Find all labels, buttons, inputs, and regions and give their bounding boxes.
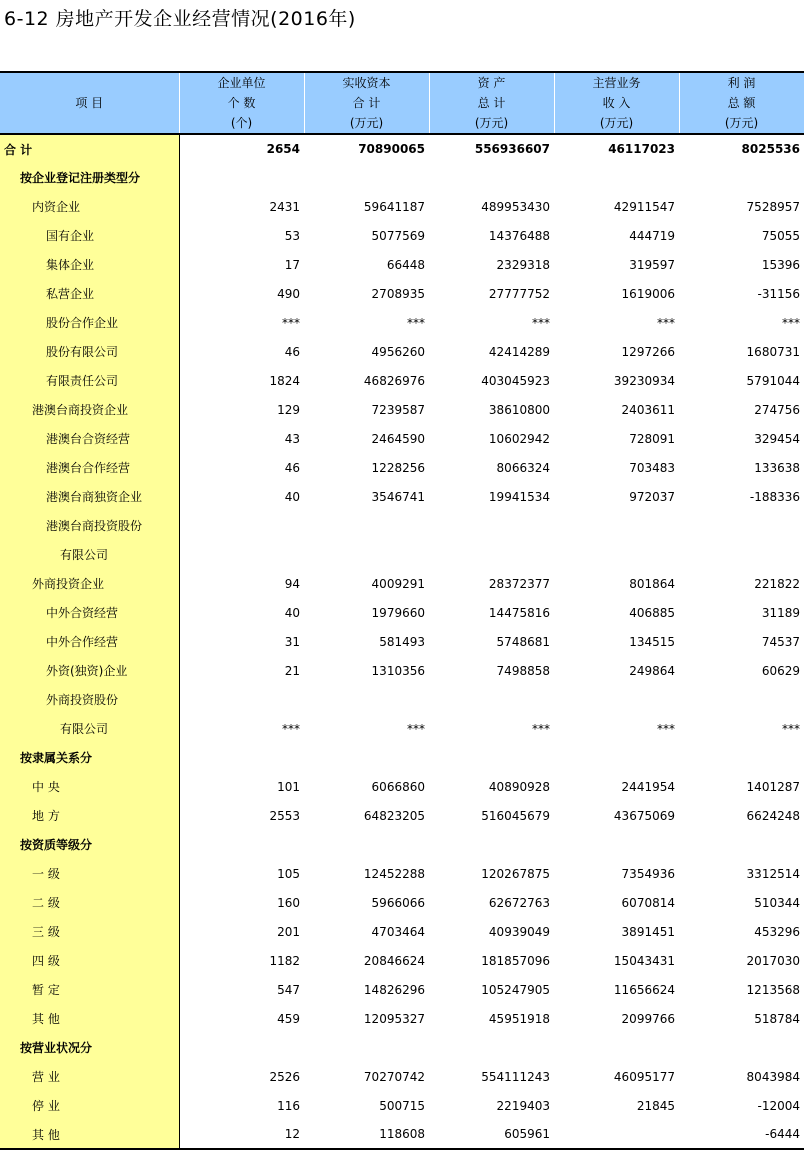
header-units-line2: 个 数: [227, 96, 256, 110]
row-label: 股份合作企业: [0, 308, 179, 337]
header-profit-line2: 总 额: [727, 96, 756, 110]
cell-units: 31: [284, 634, 300, 649]
cell-revenue: 703483: [629, 460, 675, 475]
cell-units: 94: [284, 576, 300, 591]
cell-units: 129: [277, 402, 300, 417]
table-row: [0, 830, 804, 859]
cell-units: 2431: [269, 199, 300, 214]
row-label: 二 级: [0, 888, 179, 917]
row-label: 三 级: [0, 917, 179, 946]
table-row: [0, 482, 804, 511]
cell-assets: [429, 1033, 554, 1062]
cell-capital: [304, 685, 429, 714]
cell-capital: [304, 743, 429, 772]
cell-assets: 2329318: [496, 257, 550, 272]
header-revenue-line1: 主营业务: [592, 76, 641, 90]
cell-profit: -31156: [757, 286, 800, 301]
cell-units: 1182: [269, 953, 300, 968]
cell-assets: 14475816: [488, 605, 550, 620]
row-label: 有限公司: [0, 714, 179, 743]
table-row: [0, 366, 804, 395]
cell-units: 21: [284, 663, 300, 678]
cell-assets: 45951918: [488, 1011, 550, 1026]
cell-profit: [679, 685, 804, 714]
cell-revenue: 2099766: [621, 1011, 675, 1026]
row-label: 港澳台商投资股份: [0, 511, 179, 540]
cell-assets: 605961: [429, 1120, 554, 1149]
cell-profit: 274756: [754, 402, 800, 417]
cell-assets: [429, 743, 554, 772]
cell-profit: -6444: [679, 1120, 804, 1149]
header-assets: [429, 72, 554, 134]
row-label: 有限公司: [0, 540, 179, 569]
cell-profit: 1401287: [746, 779, 800, 794]
cell-profit: 518784: [754, 1011, 800, 1026]
cell-revenue: 972037: [629, 489, 675, 504]
cell-capital: 12452288: [363, 866, 425, 881]
row-label: 地 方: [0, 801, 179, 830]
cell-capital: 118608: [304, 1120, 429, 1149]
header-profit-unit: (万元): [724, 116, 759, 130]
cell-assets: [429, 511, 554, 540]
table-row: [0, 1062, 804, 1091]
cell-capital: [304, 830, 429, 859]
cell-profit: 74537: [761, 634, 800, 649]
cell-assets: ***: [532, 315, 550, 330]
cell-capital: ***: [407, 721, 425, 736]
cell-assets: 8066324: [496, 460, 550, 475]
cell-units: 201: [277, 924, 300, 939]
row-label: 其 他: [0, 1004, 179, 1033]
table-body: [0, 134, 804, 1149]
cell-capital: 64823205: [363, 808, 425, 823]
cell-assets: 554111243: [481, 1069, 550, 1084]
row-label: 四 级: [0, 946, 179, 975]
table-row: [0, 772, 804, 801]
row-label: 有限责任公司: [0, 366, 179, 395]
cell-capital: 581493: [379, 634, 425, 649]
cell-capital: [304, 163, 429, 192]
header-profit: [679, 72, 804, 134]
row-label: 国有企业: [0, 221, 179, 250]
row-label: 按营业状况分: [0, 1033, 179, 1062]
cell-units: 459: [277, 1011, 300, 1026]
table-row: [0, 656, 804, 685]
cell-capital: 2464590: [371, 431, 425, 446]
table-header: [0, 72, 804, 134]
table-row: [0, 192, 804, 221]
cell-units: 46: [284, 460, 300, 475]
cell-revenue: 46095177: [613, 1069, 675, 1084]
cell-revenue: [554, 830, 679, 859]
cell-assets: 62672763: [488, 895, 550, 910]
cell-units: 547: [277, 982, 300, 997]
cell-profit: [679, 540, 804, 569]
cell-units: [179, 540, 304, 569]
cell-units: 40: [284, 605, 300, 620]
header-profit-line1: 利 润: [727, 76, 756, 90]
cell-units: 17: [284, 257, 300, 272]
cell-profit: 510344: [754, 895, 800, 910]
cell-units: ***: [282, 721, 300, 736]
table-row: [0, 888, 804, 917]
table-row: [0, 743, 804, 772]
cell-units: 160: [277, 895, 300, 910]
cell-revenue: 2403611: [621, 402, 675, 417]
cell-assets: 38610800: [488, 402, 550, 417]
cell-capital: 66448: [386, 257, 425, 272]
cell-profit: 329454: [754, 431, 800, 446]
row-label: 停 业: [0, 1091, 179, 1120]
header-capital-line2: 合 计: [352, 96, 381, 110]
cell-revenue: 728091: [629, 431, 675, 446]
cell-assets: 403045923: [481, 373, 550, 388]
cell-capital: 4703464: [371, 924, 425, 939]
cell-units: 40: [284, 489, 300, 504]
cell-revenue: 801864: [629, 576, 675, 591]
cell-revenue: 406885: [629, 605, 675, 620]
cell-revenue: 1619006: [621, 286, 675, 301]
cell-assets: 120267875: [481, 866, 550, 881]
cell-assets: 5748681: [496, 634, 550, 649]
cell-profit: 1680731: [746, 344, 800, 359]
row-label: 内资企业: [0, 192, 179, 221]
cell-profit: 8043984: [746, 1069, 800, 1084]
cell-units: [179, 830, 304, 859]
cell-capital: 70890065: [358, 142, 425, 156]
cell-revenue: 42911547: [613, 199, 675, 214]
cell-revenue: 7354936: [621, 866, 675, 881]
cell-capital: 59641187: [363, 199, 425, 214]
cell-revenue: [554, 1120, 679, 1149]
row-label: 中 央: [0, 772, 179, 801]
cell-revenue: ***: [657, 315, 675, 330]
table-row: [0, 859, 804, 888]
cell-profit: [679, 163, 804, 192]
cell-units: 2526: [269, 1069, 300, 1084]
cell-profit: 1213568: [746, 982, 800, 997]
data-table: [0, 71, 804, 1150]
cell-revenue: 2441954: [621, 779, 675, 794]
table-row: [0, 975, 804, 1004]
cell-profit: 31189: [761, 605, 800, 620]
cell-units: 116: [277, 1098, 300, 1113]
row-label: 外商投资企业: [0, 569, 179, 598]
table-row: [0, 1033, 804, 1062]
cell-profit: -12004: [757, 1098, 800, 1113]
cell-assets: [429, 685, 554, 714]
header-revenue: [554, 72, 679, 134]
row-label: 其 他: [0, 1120, 179, 1149]
cell-profit: ***: [782, 315, 800, 330]
cell-revenue: 15043431: [613, 953, 675, 968]
cell-assets: 28372377: [488, 576, 550, 591]
cell-capital: 5966066: [371, 895, 425, 910]
cell-profit: 15396: [761, 257, 800, 272]
row-label: 暂 定: [0, 975, 179, 1004]
table-row: [0, 569, 804, 598]
cell-profit: [679, 511, 804, 540]
cell-assets: 19941534: [488, 489, 550, 504]
table-row: [0, 540, 804, 569]
row-label: 按资质等级分: [0, 830, 179, 859]
cell-units: 2553: [269, 808, 300, 823]
cell-revenue: 43675069: [613, 808, 675, 823]
cell-assets: 556936607: [474, 142, 550, 156]
cell-assets: 2219403: [496, 1098, 550, 1113]
header-units-unit: (个): [230, 116, 253, 130]
table-row: [0, 279, 804, 308]
cell-assets: 14376488: [488, 228, 550, 243]
cell-capital: [304, 511, 429, 540]
cell-revenue: 319597: [629, 257, 675, 272]
cell-assets: 105247905: [481, 982, 550, 997]
cell-profit: 60629: [761, 663, 800, 678]
cell-capital: 1310356: [371, 663, 425, 678]
cell-capital: 46826976: [363, 373, 425, 388]
cell-profit: 3312514: [746, 866, 800, 881]
cell-profit: 133638: [754, 460, 800, 475]
header-assets-line2: 总 计: [477, 96, 506, 110]
row-label: 股份有限公司: [0, 337, 179, 366]
cell-capital: 7239587: [371, 402, 425, 417]
header-revenue-unit: (万元): [599, 116, 634, 130]
cell-profit: [679, 743, 804, 772]
cell-units: 101: [277, 779, 300, 794]
cell-assets: [429, 540, 554, 569]
cell-assets: 10602942: [488, 431, 550, 446]
cell-units: 12: [179, 1120, 304, 1149]
row-label: 外商投资股份: [0, 685, 179, 714]
table-row: [0, 1120, 804, 1149]
cell-capital: 70270742: [363, 1069, 425, 1084]
cell-revenue: 46117023: [608, 142, 675, 156]
cell-revenue: 444719: [629, 228, 675, 243]
cell-units: [179, 685, 304, 714]
table-row: [0, 917, 804, 946]
header-assets-unit: (万元): [474, 116, 509, 130]
cell-assets: 40939049: [488, 924, 550, 939]
cell-assets: 42414289: [488, 344, 550, 359]
cell-units: [179, 163, 304, 192]
cell-revenue: [554, 1033, 679, 1062]
cell-profit: ***: [782, 721, 800, 736]
table-row: [0, 395, 804, 424]
table-row: [0, 946, 804, 975]
cell-capital: 1979660: [371, 605, 425, 620]
cell-profit: 2017030: [746, 953, 800, 968]
cell-revenue: 39230934: [613, 373, 675, 388]
cell-units: [179, 1033, 304, 1062]
cell-assets: 181857096: [481, 953, 550, 968]
table-row: [0, 163, 804, 192]
header-revenue-line2: 收 入: [602, 96, 631, 110]
cell-revenue: [554, 163, 679, 192]
header-item: [0, 72, 179, 134]
row-label: 按企业登记注册类型分: [0, 163, 179, 192]
cell-units: 53: [284, 228, 300, 243]
table-row: [0, 598, 804, 627]
cell-units: 1824: [269, 373, 300, 388]
cell-units: 46: [284, 344, 300, 359]
cell-capital: 14826296: [363, 982, 425, 997]
header-item-label: 项 目: [75, 96, 104, 110]
cell-revenue: 1297266: [621, 344, 675, 359]
cell-revenue: 3891451: [621, 924, 675, 939]
cell-capital: 2708935: [371, 286, 425, 301]
table-row: [0, 337, 804, 366]
header-assets-line1: 资 产: [477, 76, 506, 90]
cell-capital: 1228256: [371, 460, 425, 475]
header-capital-unit: (万元): [349, 116, 384, 130]
cell-units: 490: [277, 286, 300, 301]
cell-capital: 3546741: [371, 489, 425, 504]
header-capital-line1: 实收资本: [342, 76, 391, 90]
table-row: [0, 1004, 804, 1033]
table-row: [0, 714, 804, 743]
cell-units: 105: [277, 866, 300, 881]
cell-capital: ***: [407, 315, 425, 330]
cell-revenue: 21845: [636, 1098, 675, 1113]
row-label: 一 级: [0, 859, 179, 888]
row-label: 港澳台合作经营: [0, 453, 179, 482]
table-row: [0, 250, 804, 279]
header-units: [179, 72, 304, 134]
cell-assets: 7498858: [496, 663, 550, 678]
table-row: [0, 1091, 804, 1120]
row-label: 外资(独资)企业: [0, 656, 179, 685]
cell-revenue: [554, 540, 679, 569]
page-title: 6-12 房地产开发企业经营情况(2016年): [4, 8, 356, 30]
cell-revenue: ***: [657, 721, 675, 736]
table-row: [0, 453, 804, 482]
cell-assets: 516045679: [481, 808, 550, 823]
cell-assets: ***: [532, 721, 550, 736]
table-row: [0, 801, 804, 830]
cell-revenue: 6070814: [621, 895, 675, 910]
cell-profit: 5791044: [746, 373, 800, 388]
cell-revenue: 249864: [629, 663, 675, 678]
cell-profit: 453296: [754, 924, 800, 939]
row-label: 中外合资经营: [0, 598, 179, 627]
row-label: 中外合作经营: [0, 627, 179, 656]
cell-capital: 4956260: [371, 344, 425, 359]
row-label: 合 计: [0, 134, 179, 163]
cell-profit: 75055: [761, 228, 800, 243]
row-label: 集体企业: [0, 250, 179, 279]
cell-units: 43: [284, 431, 300, 446]
table-row: [0, 134, 804, 163]
cell-capital: 4009291: [371, 576, 425, 591]
cell-capital: 5077569: [371, 228, 425, 243]
cell-assets: [429, 830, 554, 859]
header-capital: [304, 72, 429, 134]
cell-units: 2654: [266, 142, 300, 156]
cell-assets: 27777752: [488, 286, 550, 301]
row-label: 私营企业: [0, 279, 179, 308]
cell-profit: 6624248: [746, 808, 800, 823]
table-row: [0, 685, 804, 714]
cell-assets: 40890928: [488, 779, 550, 794]
row-label: 按隶属关系分: [0, 743, 179, 772]
table-row: [0, 627, 804, 656]
cell-assets: [429, 163, 554, 192]
cell-revenue: [554, 685, 679, 714]
cell-capital: 20846624: [363, 953, 425, 968]
table-row: [0, 511, 804, 540]
row-label: 港澳台商独资企业: [0, 482, 179, 511]
header-units-line1: 企业单位: [217, 76, 266, 90]
cell-revenue: 11656624: [613, 982, 675, 997]
row-label: 港澳台商投资企业: [0, 395, 179, 424]
cell-units: [179, 511, 304, 540]
cell-capital: [304, 540, 429, 569]
cell-assets: 489953430: [481, 199, 550, 214]
table-row: [0, 308, 804, 337]
cell-profit: [679, 1033, 804, 1062]
cell-profit: [679, 830, 804, 859]
cell-capital: [304, 1033, 429, 1062]
cell-profit: -188336: [749, 489, 800, 504]
cell-profit: 221822: [754, 576, 800, 591]
cell-profit: 8025536: [741, 142, 800, 156]
cell-capital: 500715: [379, 1098, 425, 1113]
table-row: [0, 424, 804, 453]
table-row: [0, 221, 804, 250]
cell-revenue: [554, 743, 679, 772]
row-label: 港澳台合资经营: [0, 424, 179, 453]
cell-profit: 7528957: [746, 199, 800, 214]
cell-revenue: [554, 511, 679, 540]
row-label: 营 业: [0, 1062, 179, 1091]
cell-revenue: 134515: [629, 634, 675, 649]
cell-capital: 12095327: [363, 1011, 425, 1026]
cell-units: ***: [282, 315, 300, 330]
cell-units: [179, 743, 304, 772]
cell-capital: 6066860: [371, 779, 425, 794]
